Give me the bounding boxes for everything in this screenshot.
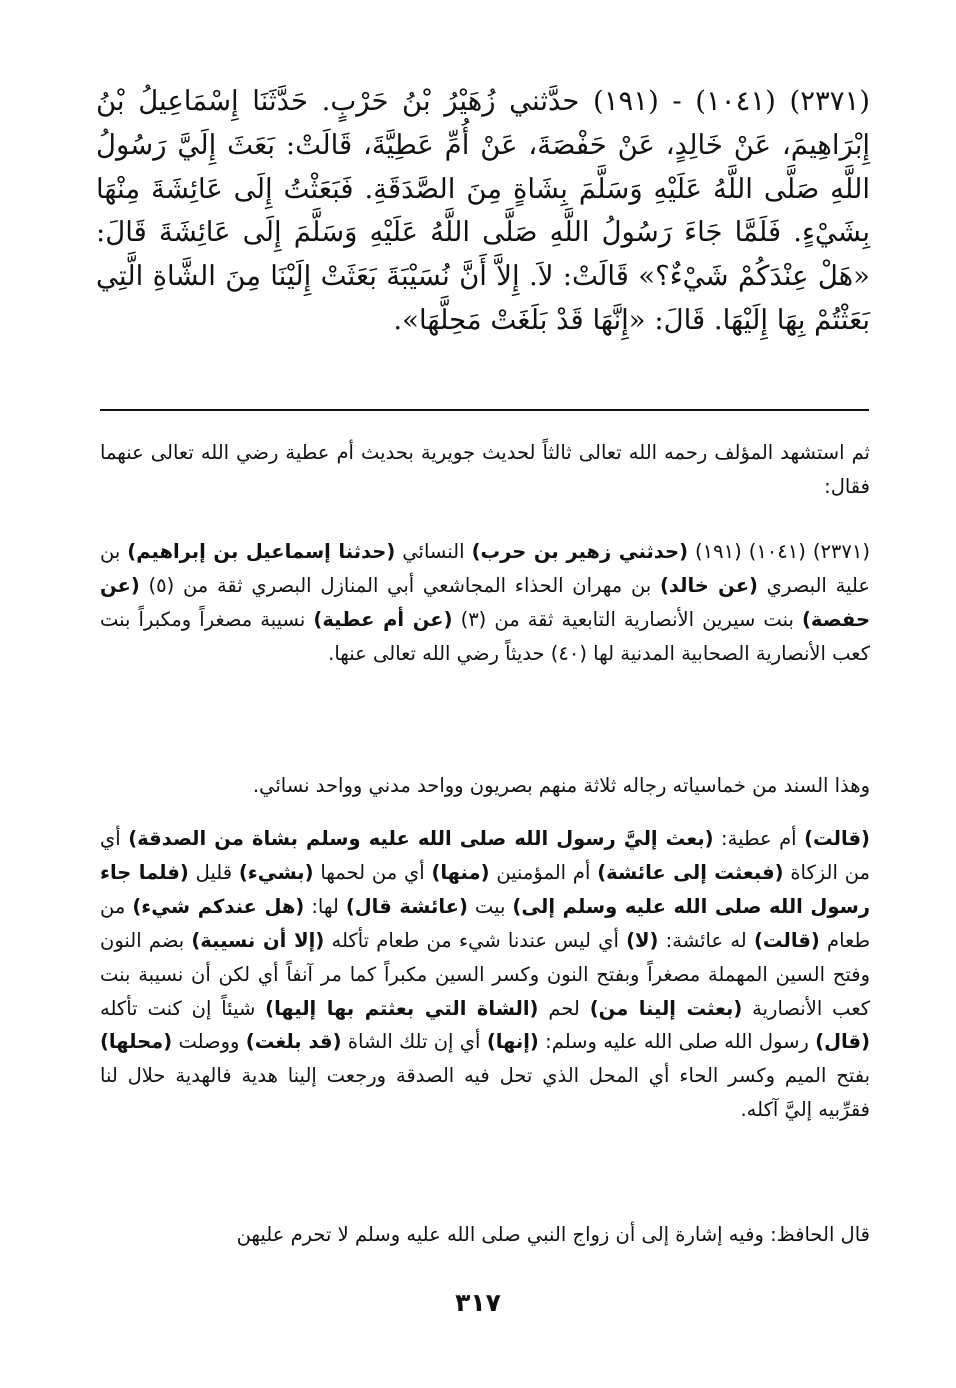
bold-quote-segment: (محلها) bbox=[100, 1030, 173, 1054]
explanation-paragraph bbox=[100, 822, 870, 1127]
text-segment: أم عطية: bbox=[713, 827, 805, 850]
text-segment: بن علية البصري bbox=[100, 540, 871, 597]
bold-quote-segment: (عائشة قال) bbox=[345, 894, 468, 918]
text-segment: بنت سيرين الأنصارية التابعية ثقة من (٣) bbox=[452, 607, 802, 631]
bold-quote-segment: (إنها) bbox=[486, 1030, 539, 1054]
text-segment: لها: bbox=[304, 894, 346, 918]
bold-quote-segment: (الشاة التي بعثتم بها إليها) bbox=[265, 996, 539, 1020]
text-segment: بفتح الميم وكسر الحاء أي المحل الذي تحل فيه الصدقة ورجعت إلينا هدية فالهدية حلال لنا فقرِّبيه إليَّ آكله. bbox=[100, 1064, 870, 1122]
bold-quote-segment: (قالت) bbox=[753, 928, 820, 952]
text-segment: النسائي bbox=[395, 540, 472, 563]
bold-quote-segment: (فلما جاء رسول الله صلى الله عليه وسلم إلى) bbox=[100, 860, 870, 918]
bold-quote-segment: (عن حفصة) bbox=[100, 573, 871, 631]
separator-line bbox=[100, 409, 869, 411]
text-segment: من طعام bbox=[100, 894, 870, 952]
text-segment: أي من الزكاة bbox=[100, 827, 870, 884]
hadith-text: (٢٣٧١) (١٠٤١) - (١٩١) حدَّثني زُهَيْرُ بْنُ حَرْبٍ. حَدَّثَنَا إِسْمَاعِيلُ بْنُ إِبْرَاهِيمَ، عَنْ خَالِدٍ، عَنْ حَفْصَةَ، عَنْ أُمِّ عَطِيَّةَ، قَالَتْ: بَعَثَ إِلَيَّ رَسُولُ اللَّهِ صَلَّى اللَّهُ عَلَيْهِ وَسَلَّمَ بِشَاةٍ مِنَ الصَّدَقَةِ. فَبَعَثْتُ إِلَى عَائِشَةَ مِنْهَا بِشَيْءٍ. فَلَمَّا جَاءَ رَسُولُ اللَّهِ صَلَّى اللَّهُ عَلَيْهِ وَسَلَّمَ إِلَى عَائِشَةَ قَالَ: «هَلْ عِنْدَكُمْ شَيْءٌ؟» قَالَتْ: لاَ. إِلاَّ أَنَّ نُسَيْبَةَ بَعَثَتْ إِلَيْنَا مِنَ الشَّاةِ الَّتِي بَعَثْتُمْ بِهَا إِلَيْهَا. قَالَ: «إِنَّهَا قَدْ بَلَغَتْ مَحِلَّهَا». bbox=[96, 85, 871, 336]
bold-quote-segment: (لا) bbox=[626, 928, 659, 952]
text-segment: بن مهران الحذاء المجاشعي أبي المنازل البصري ثقة من (٥) bbox=[139, 573, 660, 597]
bold-quote-segment: (فبعثت إلى عائشة) bbox=[597, 860, 784, 884]
text-segment: بيت bbox=[467, 894, 513, 918]
text-segment: (٢٣٧١) (١٠٤١) (١٩١) bbox=[688, 540, 870, 563]
commentary-intro: ثم استشهد المؤلف رحمه الله تعالى ثالثاً لحديث جويرية بحديث أم عطية رضي الله تعالى عنهما فقال: bbox=[100, 441, 870, 498]
text-segment: أي من لحمها bbox=[313, 860, 432, 884]
bold-quote-segment: (بعثت إلينا من) bbox=[589, 996, 743, 1020]
bold-quote-segment: (بعث إليَّ رسول الله صلى الله عليه وسلم بشاة من الصدقة) bbox=[128, 827, 714, 850]
chain-note: وهذا السند من خماسياته رجاله ثلاثة منهم بصريون وواحد مدني وواحد نسائي. bbox=[252, 774, 870, 797]
text-segment: أي إن تلك الشاة bbox=[341, 1030, 487, 1054]
hafiz-quote: قال الحافظ: وفيه إشارة إلى أن زواج النبي صلى الله عليه وسلم لا تحرم عليهن bbox=[236, 1223, 870, 1246]
text-segment: أم المؤمنين bbox=[489, 860, 598, 884]
bold-quote-segment: (هل عندكم شيء) bbox=[132, 894, 305, 918]
bold-quote-segment: (قالت) bbox=[804, 827, 870, 850]
text-segment: ووصلت bbox=[172, 1030, 246, 1054]
bold-quote-segment: (قال) bbox=[815, 1030, 870, 1054]
text-segment: له عائشة: bbox=[658, 928, 754, 952]
isnad-paragraph bbox=[100, 535, 870, 671]
bold-quote-segment: (عن أم عطية) bbox=[313, 607, 453, 631]
text-segment: نسيبة مصغراً ومكبراً بنت كعب الأنصارية الصحابية المدنية لها (٤٠) حديثاً رضي الله تعالى عنها. bbox=[100, 607, 870, 665]
text-segment: بضم النون وفتح السين المهملة مصغراً وبفتح النون وكسر السين مكبراً كما مر آنفاً أي لكن أن نسيبة بنت كعب الأنصارية bbox=[100, 928, 871, 1020]
page-number: ٣١٧ bbox=[455, 1288, 501, 1317]
text-segment: أي ليس عندنا شيء من طعام تأكله bbox=[324, 928, 627, 952]
bold-quote-segment: (إلا أن نسيبة) bbox=[191, 928, 325, 952]
bold-quote-segment: (عن خالد) bbox=[659, 573, 758, 597]
text-segment: رسول الله صلى الله عليه وسلم: bbox=[538, 1030, 816, 1054]
text-segment: شيئاً إن كنت تأكله bbox=[100, 996, 266, 1020]
text-segment: قليل bbox=[188, 860, 239, 884]
bold-quote-segment: (قد بلغت) bbox=[245, 1030, 342, 1054]
bold-quote-segment: (منها) bbox=[431, 860, 490, 884]
bold-quote-segment: (حدثنا إسماعيل بن إبراهيم) bbox=[127, 540, 396, 563]
bold-quote-segment: (بشيء) bbox=[238, 860, 314, 884]
bold-quote-segment: (حدثني زهير بن حرب) bbox=[471, 540, 689, 563]
text-segment: لحم bbox=[538, 996, 590, 1020]
